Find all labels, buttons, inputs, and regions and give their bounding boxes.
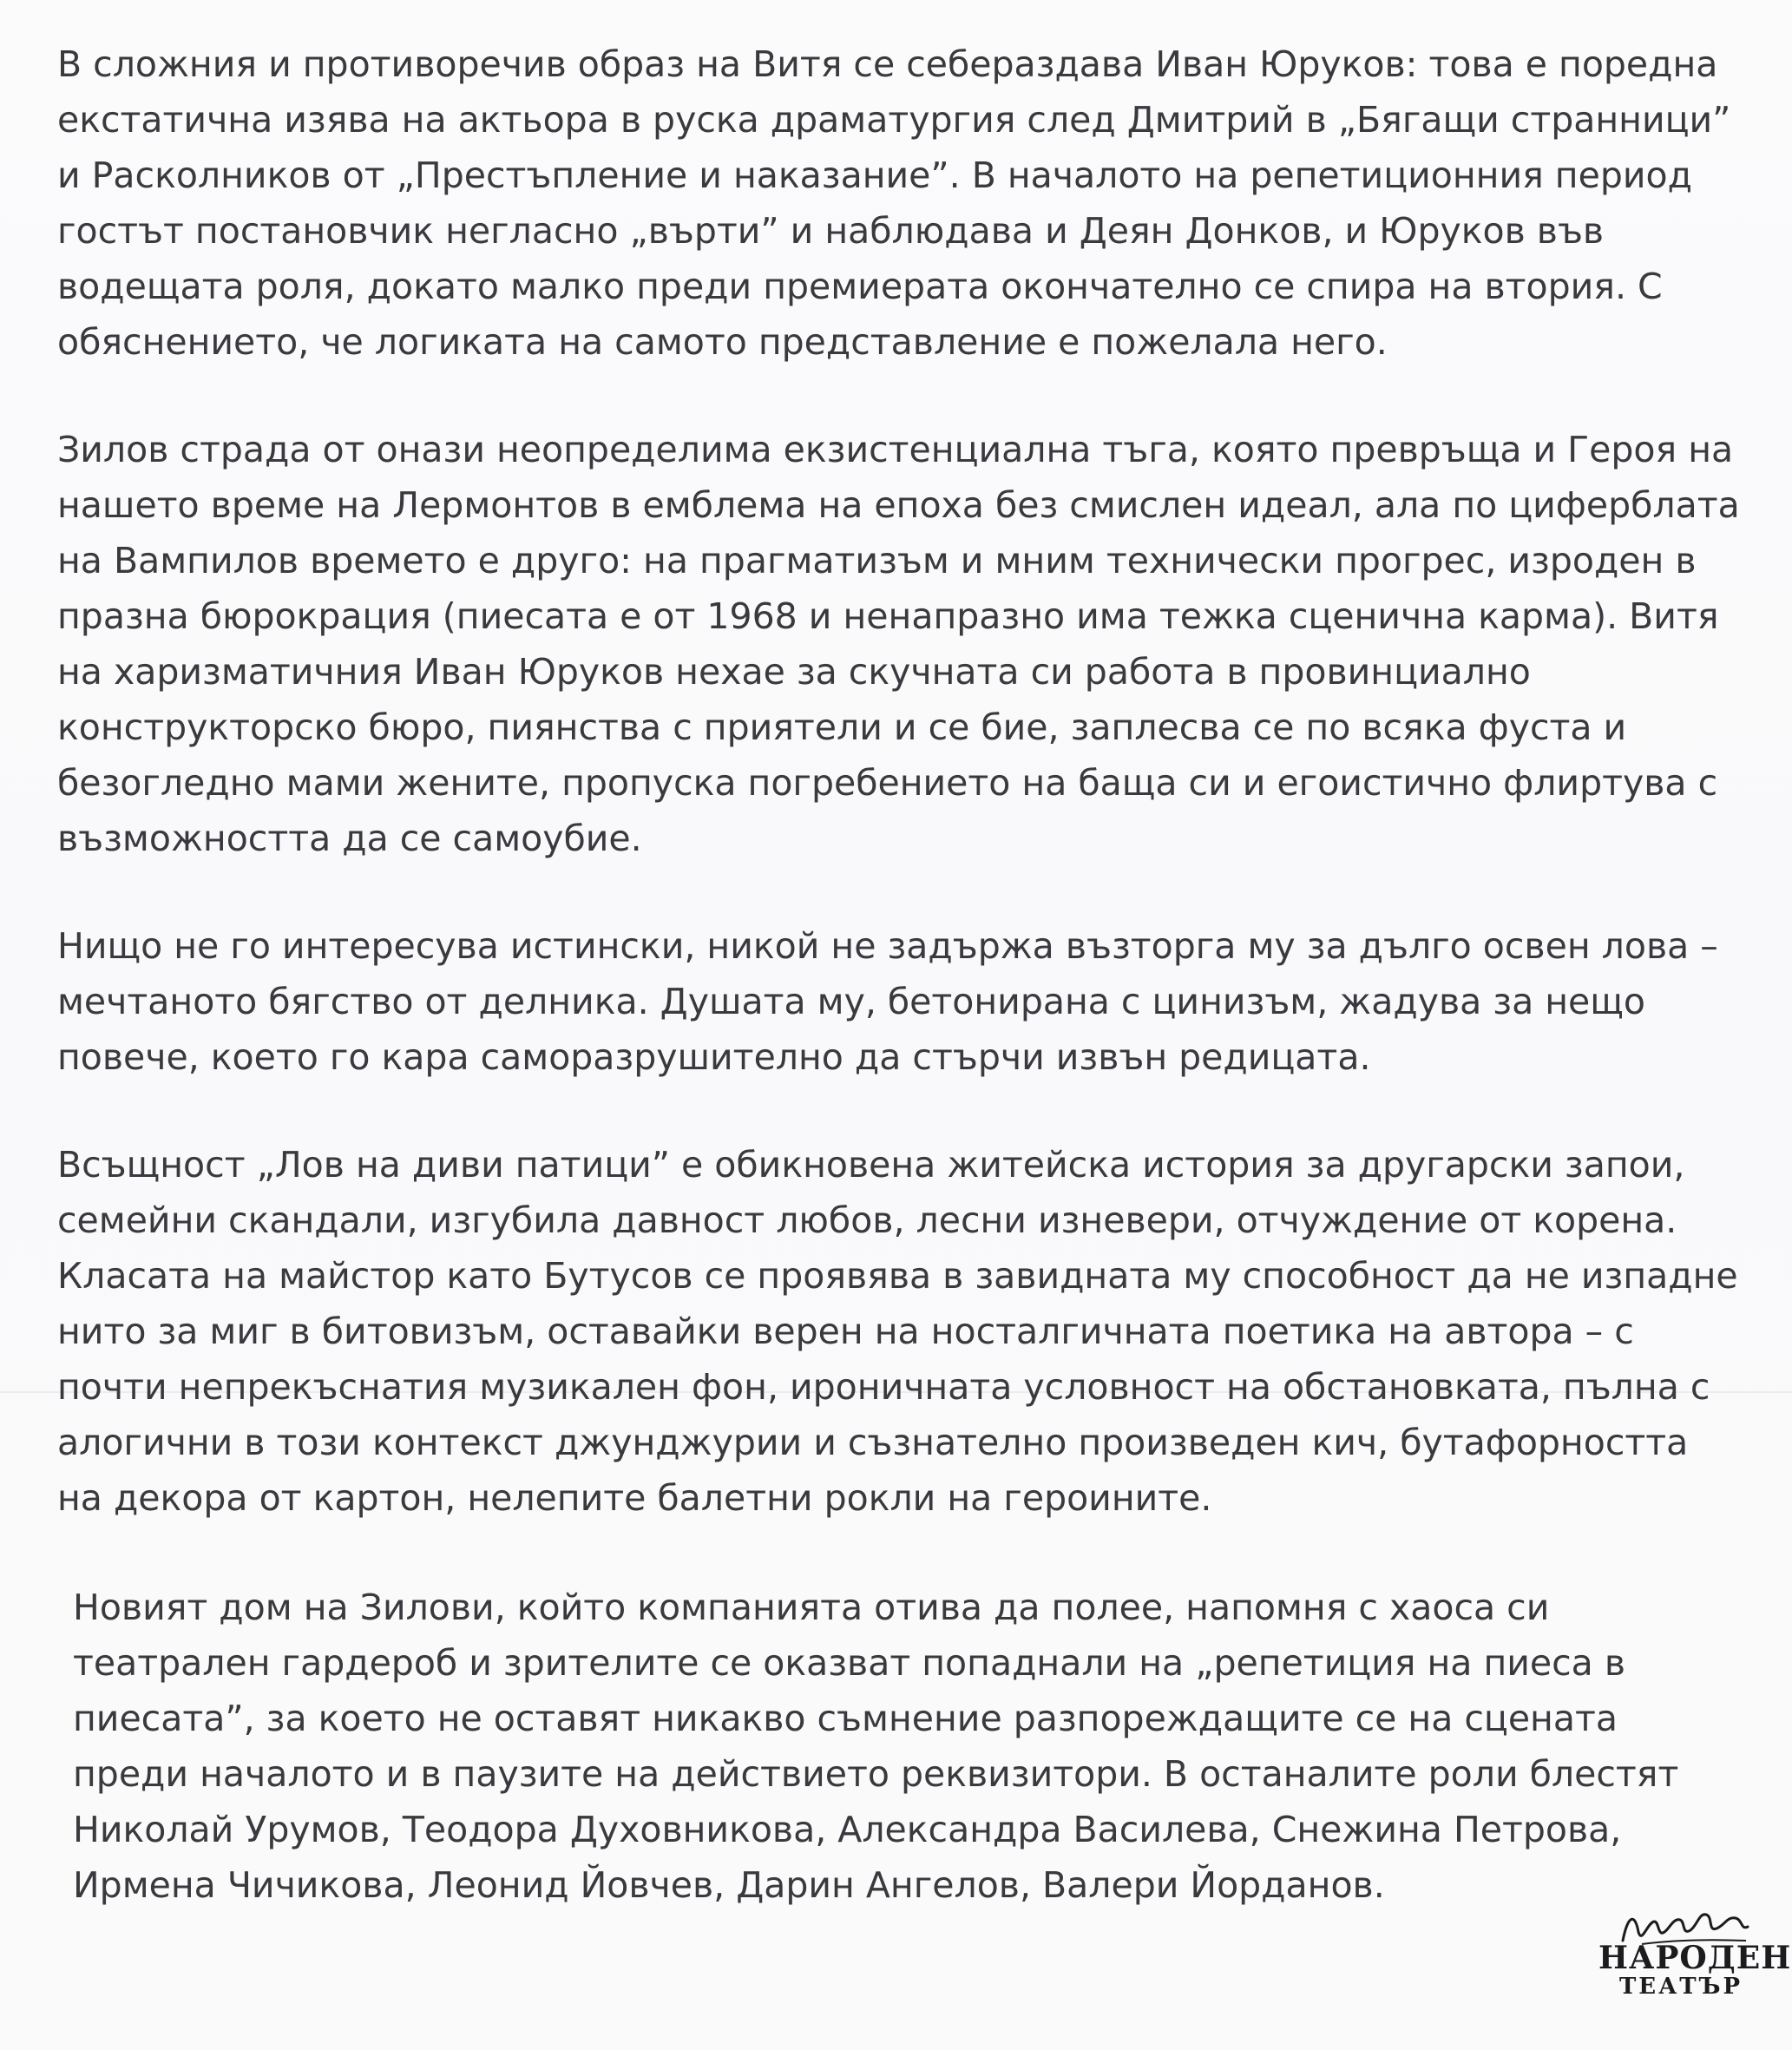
paragraph-3: Нищо не го интересува истински, никой не задържа възторга му за дълго освен лова – мечтаното бягство от делника. Душата му, бетонирана с цинизъм, жадува за нещо повече, което го кара саморазрушително да стърчи извън редицата.: [57, 925, 1718, 1078]
paragraph-2: Зилов страда от онази неопределима екзистенциална тъга, която превръща и Героя на нашето време на Лермонтов в емблема на епоха без смислен идеал, ала по циферблата на Вампилов времето е друго: на прагматизъм и мним технически прогрес, изроден в празна бюрокрация (пиесата е от 1968 и ненапразно има тежка сценична карма). Витя на харизматичния Иван Юруков нехае за скучната си работа в провинциално конструкторско бюро, пиянства с приятели и се бие, заплесва се по всяка фуста и безогледно мами жените, пропуска погребението на баща си и егоистично флиртува с възможността да се самоубие.: [57, 429, 1740, 859]
article-body: [57, 36, 1741, 1965]
logo-word-teatar: ТЕАТЪР: [1618, 1974, 1743, 2000]
paragraph-1: В сложния и противоречив образ на Витя се себераздава Иван Юруков: това е поредна екстатична изява на актьора в руска драматургия след Дмитрий в „Бягащи странници” и Расколников от „Престъпление и наказание”. В началото на репетиционния период гостът постановчик негласно „върти” и наблюдава и Деян Донков, и Юруков във водещата роля, докато малко преди премиерата окончателно се спира на втория. С обяснението, че логиката на самото представление е пожелала него.: [57, 43, 1731, 363]
paragraph-5: Новият дом на Зилови, който компанията отива да полее, напомня с хаоса си театрален гардероб и зрителите се оказват попаднали на „репетиция на пиеса в пиесата”, за което не оставят никакво съмнение разпореждащите се на сцената преди началото и в паузите на действието реквизитори. В останалите роли блестят Николай Урумов, Теодора Духовникова, Александра Василева, Снежина Петрова, Ирмена Чичикова, Леонид Йовчев, Дарин Ангелов, Валери Йорданов.: [73, 1587, 1679, 1906]
paragraph-4: Всъщност „Лов на диви патици” е обикновена житейска история за другарски запои, семейни скандали, изгубила давност любов, лесни изневери, отчуждение от корена. Класата на майстор като Бутусов се проявява в завидната му способност да не изпадне нито за миг в битовизъм, оставайки верен на носталгичната поетика на автора – с почти непрекъснатия музикален фон, ироничната условност на обстановката, пълна с алогични в този контекст джунджурии и съзнателно произведен кич, бутафорността на декора от картон, нелепите балетни рокли на героините.: [57, 1144, 1738, 1519]
logo-word-naroden: НАРОДЕН: [1598, 1940, 1792, 1976]
national-theatre-logo: [1598, 1906, 1792, 2008]
